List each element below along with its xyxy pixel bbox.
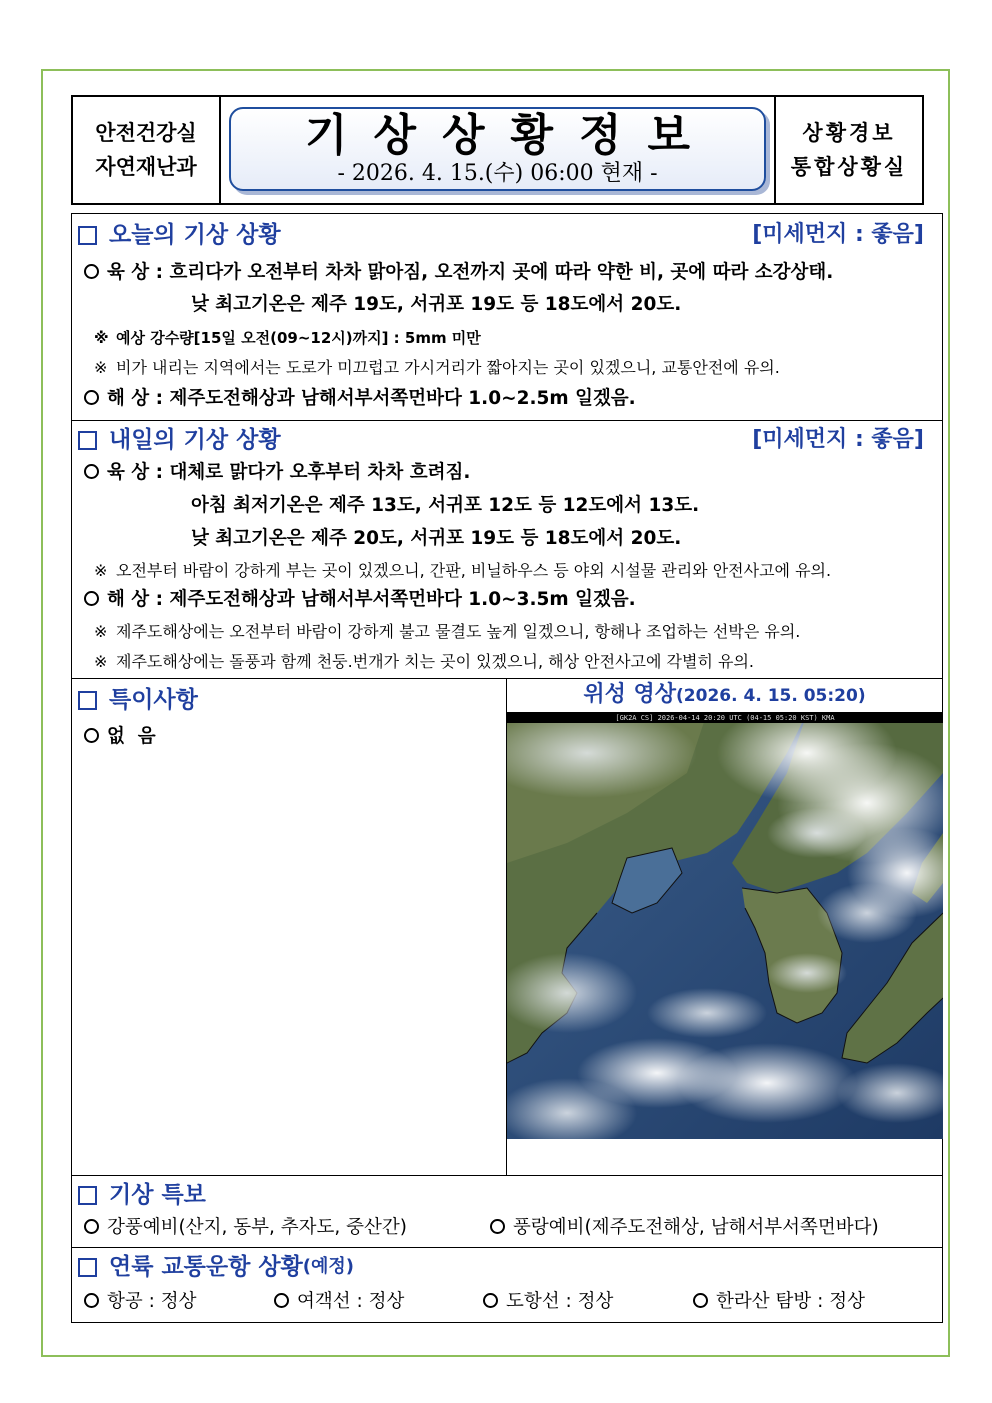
tomorrow-sea-note-2-text: 제주도해상에는 돌풍과 함께 천둥.번개가 치는 곳이 있겠으니, 해상 안전사고에 각별히 유의. — [116, 652, 754, 671]
traffic-item-ferry-text: 여객선 : 정상 — [297, 1291, 405, 1312]
department-line-1: 안전건강실 — [95, 121, 197, 145]
traffic-heading — [78, 1252, 354, 1282]
satellite-time: (2026. 4. 15. 05:20) — [676, 686, 866, 706]
note-mark-icon: ※ — [94, 652, 108, 671]
satellite-heading — [507, 679, 942, 713]
circle-bullet-icon — [693, 1293, 708, 1308]
warning-item-2-text: 풍랑예비(제주도전해상, 남해서부서쪽먼바다) — [513, 1217, 879, 1238]
circle-bullet-icon — [84, 728, 99, 743]
tomorrow-sea-note-1-text: 제주도해상에는 오전부터 바람이 강하게 불고 물결도 높게 일겠으니, 항해나 조업하는 선박은 유의. — [116, 622, 801, 641]
traffic-section — [72, 1248, 942, 1322]
document-header — [71, 95, 924, 205]
checkbox-icon — [78, 431, 97, 450]
traffic-item-hallasan — [693, 1288, 865, 1316]
circle-bullet-icon — [84, 1293, 99, 1308]
tomorrow-sea-note-1 — [94, 619, 800, 645]
today-sea-label: 해 상 : — [107, 388, 164, 409]
traffic-item-hallasan-text: 한라산 탐방 : 정상 — [716, 1291, 865, 1312]
today-title: 오늘의 기상 상황 — [109, 222, 281, 248]
title-area — [221, 97, 774, 203]
note-mark-icon: ※ — [94, 329, 109, 347]
traffic-item-islandship-text: 도항선 : 정상 — [506, 1291, 614, 1312]
tomorrow-title: 내일의 기상 상황 — [109, 427, 281, 453]
traffic-item-ferry — [274, 1288, 404, 1316]
satellite-map-graphic — [507, 713, 943, 1139]
traffic-item-air — [84, 1288, 196, 1316]
traffic-title-suffix: (예정) — [302, 1256, 354, 1277]
special-notes-panel — [72, 679, 506, 1175]
special-item-text: 없 음 — [107, 726, 156, 747]
today-road-text: 비가 내리는 지역에서는 도로가 미끄럽고 가시거리가 짧아지는 곳이 있겠으니, 교통안전에 유의. — [116, 358, 780, 377]
tomorrow-wind-text: 오전부터 바람이 강하게 부는 곳이 있겠으니, 간판, 비닐하우스 등 야외 시설물 관리와 안전사고에 유의. — [116, 561, 832, 580]
note-mark-icon: ※ — [94, 358, 108, 377]
today-rain-note — [94, 325, 481, 351]
circle-bullet-icon — [84, 1219, 99, 1234]
checkbox-icon — [78, 1258, 97, 1277]
circle-bullet-icon — [274, 1293, 289, 1308]
tomorrow-land-text-2: 아침 최저기온은 제주 13도, 서귀포 12도 등 12도에서 13도. — [191, 495, 700, 516]
traffic-title: 연륙 교통운항 상황 — [109, 1254, 303, 1280]
circle-bullet-icon — [490, 1219, 505, 1234]
tomorrow-section — [72, 421, 942, 679]
today-land-text-1: 흐리다가 오전부터 차차 맑아짐, 오전까지 곳에 따라 약한 비, 곳에 따라 소강상태. — [169, 262, 834, 283]
tomorrow-sea-text: 제주도전해상과 남해서부서쪽먼바다 1.0~3.5m 일겠음. — [169, 589, 636, 610]
circle-bullet-icon — [84, 390, 99, 405]
today-sea-text: 제주도전해상과 남해서부서쪽먼바다 1.0~2.5m 일겠음. — [169, 388, 636, 409]
tomorrow-land-text-1: 대체로 맑다가 오후부터 차차 흐려짐. — [169, 462, 471, 483]
tomorrow-land-label: 육 상 : — [107, 462, 164, 483]
office-block — [774, 97, 922, 203]
satellite-image — [507, 713, 943, 1139]
checkbox-icon — [78, 226, 97, 245]
circle-bullet-icon — [84, 591, 99, 606]
tomorrow-dust-status: [미세먼지 : 좋음] — [752, 427, 924, 452]
special-item — [84, 723, 156, 751]
warnings-title: 기상 특보 — [109, 1182, 206, 1208]
department-line-2: 자연재난과 — [95, 155, 197, 179]
satellite-title: 위성 영상 — [583, 682, 677, 707]
special-heading — [78, 685, 198, 715]
title-box — [229, 107, 766, 191]
checkbox-icon — [78, 1186, 97, 1205]
tomorrow-sea-note-2 — [94, 649, 754, 675]
today-dust-status: [미세먼지 : 좋음] — [752, 222, 924, 247]
note-mark-icon: ※ — [94, 622, 108, 641]
circle-bullet-icon — [84, 264, 99, 279]
today-land-row — [84, 259, 833, 287]
office-line-1: 상황경보 — [802, 121, 896, 145]
satellite-panel — [506, 679, 942, 1175]
today-road-note — [94, 355, 780, 381]
tomorrow-wind-note — [94, 558, 831, 584]
warning-item-1-text: 강풍예비(산지, 동부, 추자도, 중산간) — [107, 1217, 407, 1238]
tomorrow-sea-label: 해 상 : — [107, 589, 164, 610]
today-land-text-2: 낮 최고기온은 제주 19도, 서귀포 19도 등 18도에서 20도. — [191, 294, 682, 315]
special-satellite-section — [72, 679, 942, 1176]
satellite-caption: [GK2A CS] 2026-04-14 20:20 UTC (04-15 05:20 KST) KMA — [507, 713, 943, 723]
report-table — [71, 213, 943, 1323]
circle-bullet-icon — [483, 1293, 498, 1308]
traffic-item-islandship — [483, 1288, 613, 1316]
office-line-2: 통합상황실 — [790, 155, 908, 179]
today-section — [72, 214, 942, 421]
tomorrow-sea-row — [84, 586, 636, 614]
tomorrow-land-text-3: 낮 최고기온은 제주 20도, 서귀포 19도 등 18도에서 20도. — [191, 528, 682, 549]
warning-item-1 — [84, 1214, 407, 1242]
today-land-label: 육 상 : — [107, 262, 164, 283]
report-datetime: - 2026. 4. 15.(수) 06:00 현재 - — [337, 161, 658, 186]
warnings-heading — [78, 1180, 206, 1210]
special-title: 특이사항 — [109, 687, 198, 713]
warning-item-2 — [490, 1214, 879, 1242]
tomorrow-heading — [78, 425, 281, 455]
warnings-section — [72, 1176, 942, 1248]
today-rain-text: 예상 강수량[15일 오전(09~12시)까지] : 5mm 미만 — [116, 329, 481, 347]
checkbox-icon — [78, 691, 97, 710]
today-heading — [78, 220, 281, 250]
today-sea-row — [84, 385, 636, 413]
department-block — [73, 97, 221, 203]
traffic-item-air-text: 항공 : 정상 — [107, 1291, 197, 1312]
tomorrow-land-row — [84, 459, 470, 487]
circle-bullet-icon — [84, 464, 99, 479]
note-mark-icon: ※ — [94, 561, 108, 580]
document-title: 기상상황정보 — [304, 110, 717, 161]
